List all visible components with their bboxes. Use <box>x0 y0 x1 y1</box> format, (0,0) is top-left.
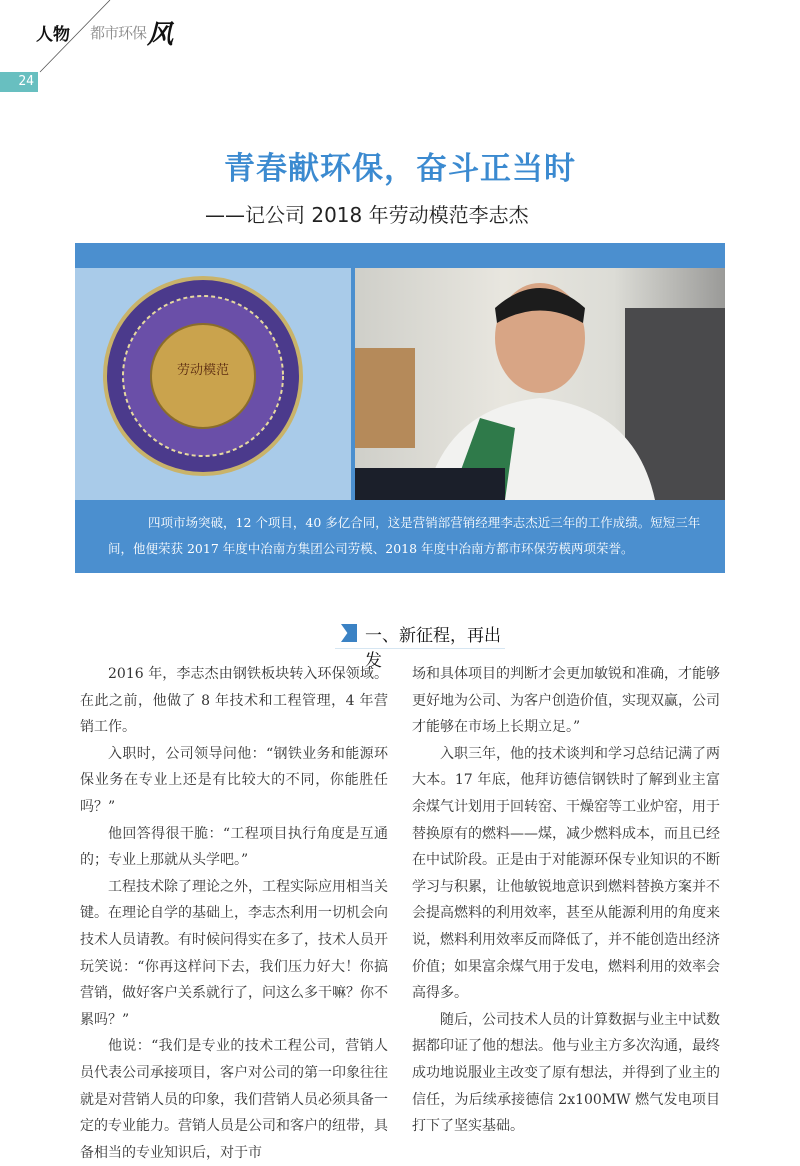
paragraph: 入职时，公司领导问他：“钢铁业务和能源环保业务在专业上还是有比较大的不同，你能胜任吗？” <box>80 745 388 815</box>
paragraph: 场和具体项目的判断才会更加敏锐和准确，才能够更好地为公司、为客户创造价值，实现双赢，公司才能够在市场上长期立足。” <box>412 666 720 736</box>
photo-caption: 四项市场突破，12 个项目，40 多亿合同，这是营销部营销经理李志杰近三年的工作成绩。短短三年间，他便荣获 2017 年度中冶南方集团公司劳模、2018 年度中冶南方都市环保劳模两项荣誉。 <box>108 515 701 556</box>
section-heading-text: 一、新征程，再出发 <box>365 626 501 671</box>
paragraph: 随后，公司技术人员的计算数据与业主中试数据都印证了他的想法。他与业主方多次沟通，最终成功地说服业主改变了原有想法，并得到了业主的信任，为后续承接德信 2x100MW 燃气发电项目打下了坚实基础。 <box>412 1011 720 1135</box>
article-subtitle: ——记公司 2018 年劳动模范李志杰 <box>205 203 529 227</box>
paragraph: 工程技术除了理论之外，工程实际应用相当关键。在理论自学的基础上，李志杰利用一切机会向技术人员请教。有时候问得实在多了，技术人员开玩笑说：“你再这样问下去，我们压力好大！你搞营销，做好客户关系就行了，问这么多干嘛？你不累吗？” <box>80 878 388 1028</box>
magazine-logo: 风 <box>147 20 174 50</box>
award-plate-photo <box>75 268 351 500</box>
plate-text: 劳动模范 <box>176 363 230 378</box>
page-number: 24 <box>0 72 38 92</box>
flag-icon <box>341 624 357 642</box>
paragraph: 入职三年，他的技术谈判和学习总结记满了两大本。17 年底，他拜访德信钢铁时了解到业主富余煤气计划用于回转窑、干燥窑等工业炉窑，用于替换原有的燃料——煤，减少燃料成本，而且已经在中试阶段。正是由于对能源环保专业知识的不断学习与积累，让他敏锐地意识到燃料替换方案并不会提高燃料的利用效率，甚至从能源利用的角度来说，燃料利用效率反而降低了，并不能创造出经济价值；如果富余煤气用于发电，燃料利用的效率会高得多。 <box>412 745 720 1002</box>
paragraph: 他回答得很干脆：“工程项目执行角度是互通的；专业上那就从头学吧。” <box>80 825 388 869</box>
paragraph: 2016 年，李志杰由钢铁板块转入环保领域。在此之前，他做了 8 年技术和工程管理，4 年营销工作。 <box>80 666 388 736</box>
section-tag: 人物 <box>36 25 70 45</box>
portrait-photo <box>355 268 725 500</box>
left-column <box>80 661 388 1166</box>
article-title: 青春献环保，奋斗正当时 <box>224 151 576 187</box>
magazine-name: 都市环保 <box>90 24 147 42</box>
portrait-figure <box>355 268 725 500</box>
right-column <box>412 661 720 1140</box>
section-heading <box>335 620 505 671</box>
award-plate-icon <box>75 268 351 500</box>
paragraph: 他说：“我们是专业的技术工程公司，营销人员代表公司承接项目，客户对公司的第一印象往往就是对营销人员的印象，我们营销人员必须具备一定的专业能力。营销人员是公司和客户的纽带，具备相当的专业知识后，对于市 <box>80 1038 388 1161</box>
